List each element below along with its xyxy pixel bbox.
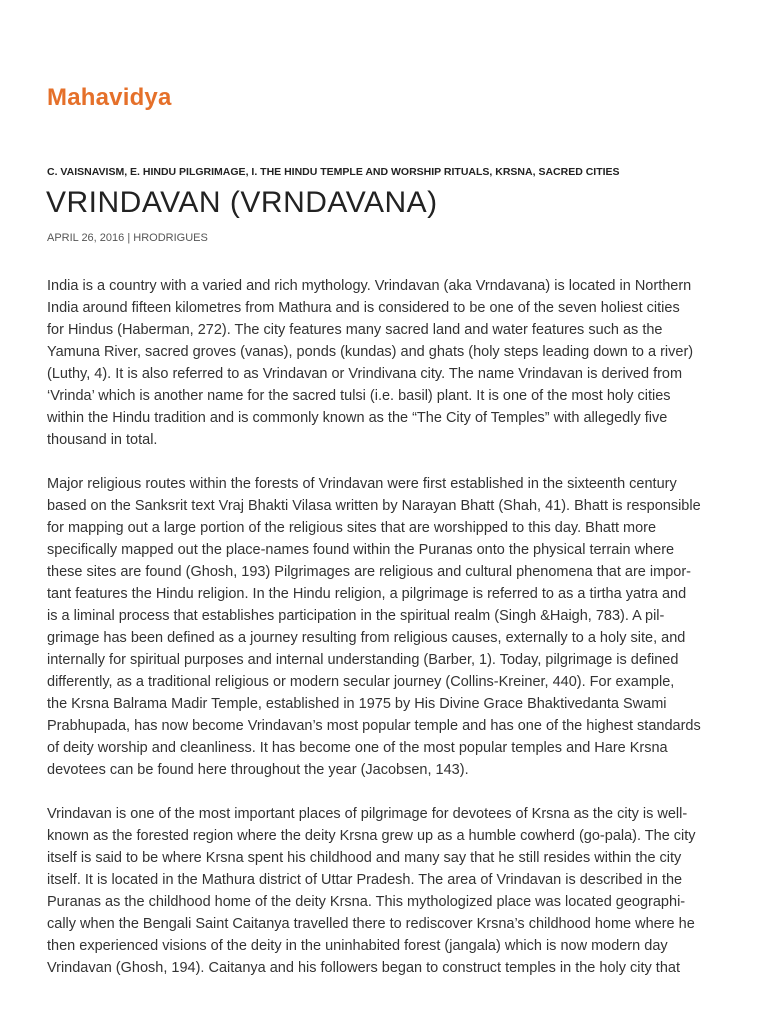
- text-line: grimage has been defined as a journey resulting from religious causes, externally to a holy site, and: [47, 630, 686, 646]
- text-line: India is a country with a varied and rich mythology. Vrindavan (aka Vrndavana) is located in Northern: [47, 278, 692, 294]
- text-line: itself is said to be where Krsna spent his childhood and many say that he still resides within the city: [47, 850, 682, 866]
- post-content: [47, 275, 727, 1001]
- text-line: known as the forested region where the deity Krsna grew up as a humble cowherd (go-pala). The city: [47, 828, 696, 844]
- text-line: itself. It is located in the Mathura district of Uttar Pradesh. The area of Vrindavan is described in the: [47, 872, 683, 888]
- text-line: Major religious routes within the forests of Vrindavan were first established in the sixteenth century: [47, 476, 677, 492]
- text-line: for mapping out a large portion of the religious sites that are worshipped to this day. Bhatt more: [47, 520, 657, 536]
- category-link[interactable]: I. THE HINDU TEMPLE AND WORSHIP RITUALS: [251, 166, 490, 178]
- text-line: the Krsna Balrama Madir Temple, established in 1975 by His Divine Grace Bhaktivedanta Swami: [47, 696, 667, 712]
- text-line: devotees can be found here throughout the year (Jacobsen, 143).: [47, 762, 469, 778]
- site-title-link[interactable]: Mahavidya: [47, 84, 172, 111]
- meta-separator: |: [127, 232, 131, 244]
- text-line: for Hindus (Haberman, 272). The city features many sacred land and water features such as the: [47, 322, 663, 338]
- paragraph: [47, 275, 727, 451]
- text-line: Vrindavan (Ghosh, 194). Caitanya and his followers began to construct temples in the holy city that: [47, 960, 680, 976]
- text-line: cally when the Bengali Saint Caitanya travelled there to rediscover Krsna’s childhood home where he: [47, 916, 695, 932]
- category-link[interactable]: C. VAISNAVISM: [47, 166, 125, 178]
- text-line: ‘Vrinda’ which is another name for the sacred tulsi (i.e. basil) plant. It is one of the most holy cities: [47, 388, 671, 404]
- text-line: Puranas as the childhood home of the deity Krsna. This mythologized place was located geographi-: [47, 894, 686, 910]
- text-line: (Luthy, 4). It is also referred to as Vrindavan or Vrindivana city. The name Vrindavan is derived from: [47, 366, 683, 382]
- text-line: India around fifteen kilometres from Mathura and is considered to be one of the seven holiest cities: [47, 300, 680, 316]
- category-link[interactable]: KRSNA: [495, 166, 533, 178]
- post-meta: [47, 232, 208, 244]
- text-line: Vrindavan is one of the most important places of pilgrimage for devotees of Krsna as the city is well-: [47, 806, 688, 822]
- text-line: these sites are found (Ghosh, 193) Pilgrimages are religious and cultural phenomena that are impor-: [47, 564, 691, 580]
- text-line: based on the Sanksrit text Vraj Bhakti Vilasa written by Narayan Bhatt (Shah, 41). Bhatt is responsible: [47, 498, 701, 514]
- category-link[interactable]: E. HINDU PILGRIMAGE: [130, 166, 246, 178]
- post-categories: C. VAISNAVISM, E. HINDU PILGRIMAGE, I. THE HINDU TEMPLE AND WORSHIP RITUALS, KRSNA, SACRED CITIES: [47, 166, 620, 178]
- text-line: then experienced visions of the deity in the uninhabited forest (jangala) which is now modern day: [47, 938, 668, 954]
- post-author-link[interactable]: HRODRIGUES: [133, 232, 208, 244]
- post-date-link[interactable]: APRIL 26, 2016: [47, 232, 125, 244]
- text-line: tant features the Hindu religion. In the Hindu religion, a pilgrimage is referred to as a tirtha yatra and: [47, 586, 687, 602]
- post-title: VRINDAVAN (VRNDAVANA): [46, 186, 438, 219]
- text-line: within the Hindu tradition and is commonly known as the “The City of Temples” with allegedly five: [47, 410, 668, 426]
- text-line: of deity worship and cleanliness. It has become one of the most popular temples and Hare Krsna: [47, 740, 668, 756]
- paragraph: [47, 473, 727, 781]
- text-line: differently, as a traditional religious or modern secular journey (Collins-Kreiner, 440). For example,: [47, 674, 675, 690]
- text-line: internally for spiritual purposes and internal understanding (Barber, 1). Today, pilgrimage is defined: [47, 652, 679, 668]
- paragraph: [47, 803, 727, 979]
- text-line: Yamuna River, sacred groves (vanas), ponds (kundas) and ghats (holy steps leading down to a river): [47, 344, 694, 360]
- category-link[interactable]: SACRED CITIES: [538, 166, 620, 178]
- text-line: specifically mapped out the place-names found within the Puranas onto the physical terrain where: [47, 542, 675, 558]
- text-line: Prabhupada, has now become Vrindavan’s most popular temple and has one of the highest standards: [47, 718, 701, 734]
- text-line: thousand in total.: [47, 432, 158, 448]
- text-line: is a liminal process that establishes participation in the spiritual realm (Singh &Haigh, 783). A pil-: [47, 608, 665, 624]
